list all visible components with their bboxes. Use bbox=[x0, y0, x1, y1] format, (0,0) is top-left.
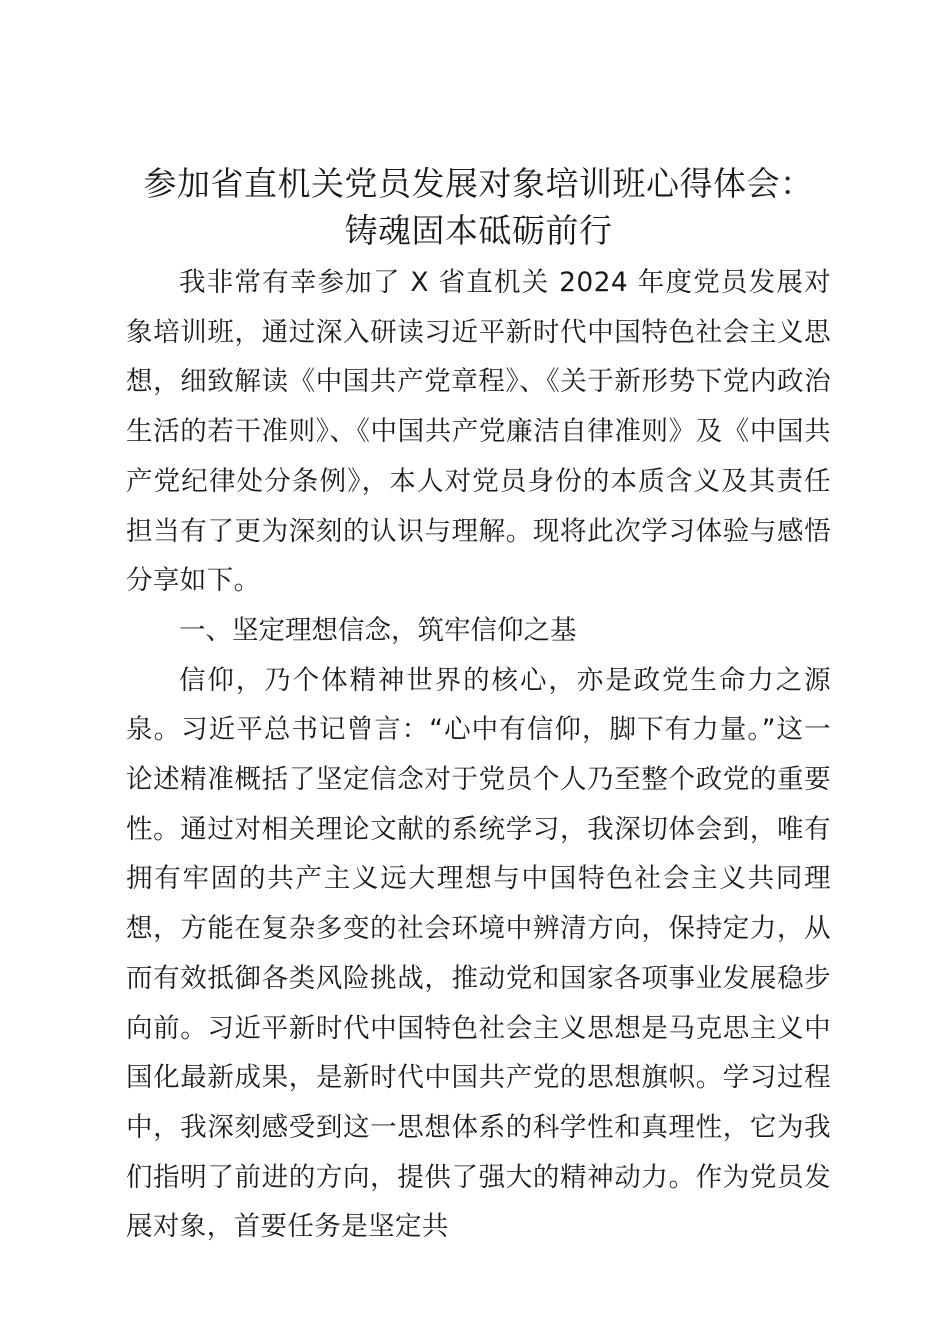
title-line-1: 参加省直机关党员发展对象培训班心得体会： bbox=[143, 164, 814, 203]
section-heading: 一、坚定理想信念，筑牢信仰之基 bbox=[179, 614, 577, 646]
title-line-2: 铸魂固本砥砺前行 bbox=[344, 211, 613, 250]
intro-paragraph: 我非常有幸参加了 X 省直机关 2024 年度党员发展对象培训班，通过深入研读习近平新时代中国特色社会主义思想，细致解读《中国共产党章程》、《关于新形势下党内政治生活的若干准则》、《中国共产党廉洁自律准则》及《中国共产党纪律处分条例》，本人对党员身份的本质含义及其责任担当有了更为深刻的认识与理解。现将此次学习体验与感悟分享如下。 bbox=[126, 267, 831, 597]
section-paragraph: 信仰，乃个体精神世界的核心，亦是政党生命力之源泉。习近平总书记曾言：“心中有信仰，脚下有力量。”这一论述精准概括了坚定信念对于党员个人乃至整个政党的重要性。通过对相关理论文献的系统学习，我深切体会到，唯有拥有牢固的共产主义远大理想与中国特色社会主义共同理想，方能在复杂多变的社会环境中辨清方向，保持定力，从而有效抵御各类风险挑战，推动党和国家各项事业发展稳步向前。习近平新时代中国特色社会主义思想是马克思主义中国化最新成果，是新时代中国共产党的思想旗帜。学习过程中，我深刻感受到这一思想体系的科学性和真理性，它为我们指明了前进的方向，提供了强大的精神动力。作为党员发展对象，首要任务是坚定共 bbox=[126, 664, 831, 1243]
document-page bbox=[126, 160, 831, 1252]
document-title bbox=[126, 160, 831, 254]
